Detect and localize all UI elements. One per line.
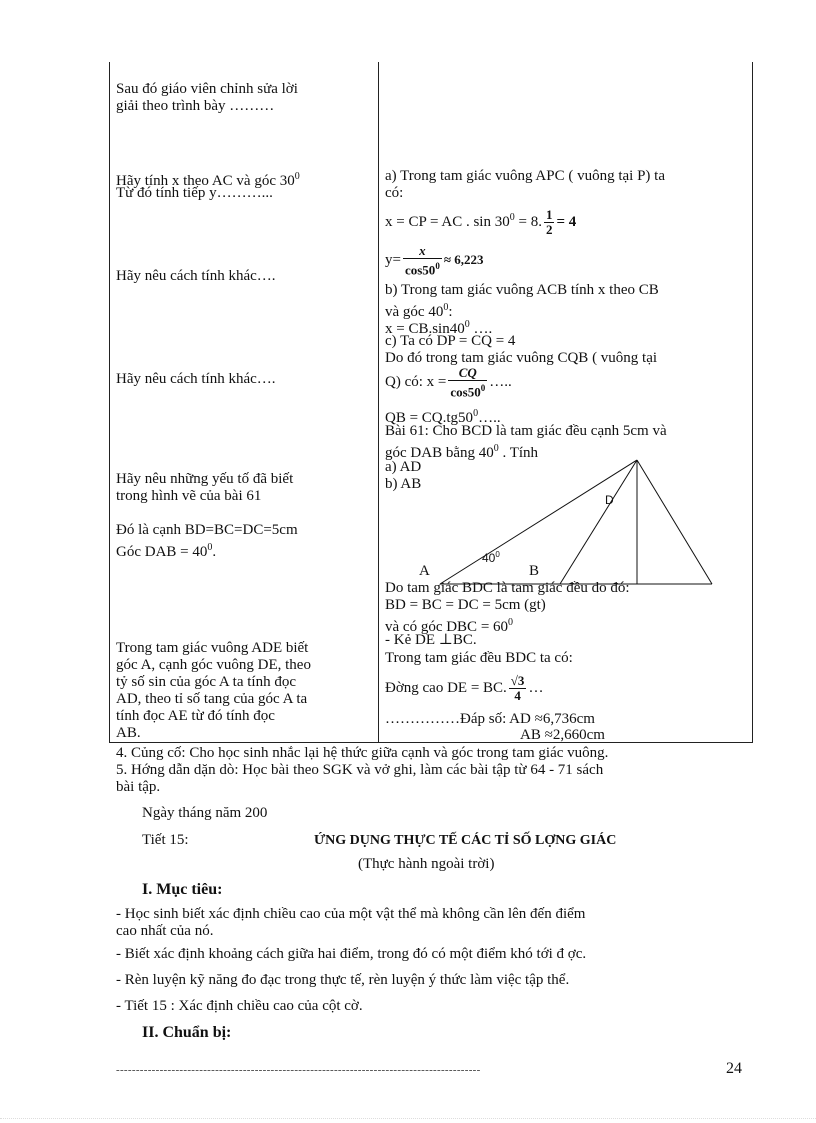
right-text: và có góc DBC = $60^0$	[385, 617, 514, 635]
body-text: bài tập.	[116, 779, 161, 795]
fraction: $\frac{1}{2}$	[545, 207, 553, 238]
body-text: 4. Củng cố: Cho học sinh nhắc lại hệ thức giữa cạnh và góc trong tam giác vuông.	[116, 745, 609, 761]
right-text: Trong tam giác đều BDC ta có:	[385, 650, 573, 666]
formula-cq: Q) có: x = $\frac{CQ}{\cos 50^0}$ …..	[385, 365, 512, 400]
left-text: trong hình vẽ của bài 61	[116, 488, 262, 504]
page-edge	[0, 1118, 816, 1119]
label-angle: $40^0$	[482, 550, 500, 565]
left-text: Hãy nêu cách tính khác….	[116, 268, 276, 284]
left-text: Hãy nêu cách tính khác….	[116, 371, 276, 387]
left-text: AB.	[116, 725, 141, 741]
date-line: Ngày tháng năm 200	[142, 805, 268, 821]
right-text: - Kẻ DE ⊥BC.	[385, 632, 477, 648]
left-text: Từ đó tính tiếp y………...	[116, 185, 273, 201]
left-text: Đó là cạnh BD=BC=DC=5cm	[116, 522, 298, 538]
body-text: - Tiết 15 : Xác định chiều cao của cột cờ.	[116, 998, 363, 1014]
right-text: $x = CB.\sin 40^0$ ….	[385, 319, 493, 337]
body-text: 5. Hớng dẫn dặn dò: Học bài theo SGK và vở ghi, làm các bài tập từ 64 - 71 sách	[116, 762, 604, 778]
segment-DC	[637, 460, 712, 584]
right-text: góc DAB bằng $40^0$ . Tính	[385, 443, 539, 461]
right-text: Do đó trong tam giác vuông CQB ( vuông tại	[385, 350, 658, 366]
formula-y: y= $\frac{x}{\cos 50^0}$ ≈ 6,223	[385, 243, 484, 278]
right-text: BD = BC = DC = 5cm (gt)	[385, 597, 546, 613]
right-text: a) AD	[385, 459, 422, 475]
left-text: Hãy nêu những yếu tố đã biết	[116, 471, 294, 487]
left-text: giải theo trình bày ………	[116, 98, 275, 114]
section-heading: II. Chuẩn bị:	[142, 1024, 232, 1041]
right-text: b) Trong tam giác vuông ACB tính x theo CB	[385, 282, 659, 298]
right-text: QB = $CQ.tg50^0\dots$..	[385, 408, 501, 426]
section-heading: I. Mục tiêu:	[142, 881, 223, 898]
left-text: tỷ số sin của góc A ta tính đọc	[116, 674, 296, 690]
fraction: $\frac{√3}{4}$	[510, 673, 525, 704]
segment-BD	[560, 460, 637, 584]
answer: AB ≈2,660cm	[520, 727, 605, 742]
left-text: Sau đó giáo viên chỉnh sửa lời	[116, 81, 298, 97]
left-text: tính đọc AE từ đó tính đọc	[116, 708, 275, 724]
fraction: $\frac{CQ}{\cos 50^0}$	[450, 365, 486, 400]
left-text: Trong tam giác vuông ADE biết	[116, 640, 309, 656]
lesson-title: ỨNG DỤNG THỰC TẾ CÁC TỈ SỐ LỢNG GIÁC	[314, 833, 617, 848]
lesson-number: Tiết 15:	[142, 832, 189, 848]
formula-de: Đờng cao DE = BC. $\frac{√3}{4}$ …	[385, 673, 544, 704]
right-text: b) AB	[385, 476, 422, 492]
right-text: và góc $40^0$:	[385, 302, 453, 320]
label-A: A	[419, 563, 430, 579]
label-B: B	[529, 563, 540, 579]
left-text: Góc DAB = $40^0$.	[116, 542, 217, 560]
right-text: c) Ta có DP = CQ = 4	[385, 333, 516, 349]
left-text: góc A, cạnh góc vuông DE, theo	[116, 657, 311, 673]
lesson-subtitle: (Thực hành ngoài trời)	[358, 856, 495, 872]
left-text: Hãy tính x theo AC và góc $30^0$	[116, 171, 300, 189]
page-number: 24	[726, 1060, 742, 1077]
right-text: có:	[385, 185, 404, 201]
body-text: - Biết xác định khoảng cách giữa hai điểm, trong đó có một điểm khó tới đ ợc.	[116, 946, 587, 962]
body-text: - Học sinh biết xác định chiều cao của một vật thể mà không cần lên đến điểm	[116, 906, 586, 922]
formula-x: x = CP = AC . $\sin 30^0 = 8$. $\frac{1}{2}$ = 4	[385, 207, 577, 238]
footer-rule: --------------------------------------------------------------------------------------------	[116, 1064, 481, 1076]
label-D: D	[605, 493, 614, 507]
answer: ……………Đáp số: AD ≈6,736cm	[385, 711, 595, 727]
body-text: cao nhất của nó.	[116, 923, 214, 939]
left-text: AD, theo tỉ số tang của góc A ta	[116, 691, 308, 707]
fraction: $\frac{x}{\cos 50^0}$	[404, 243, 440, 278]
right-text: a) Trong tam giác vuông APC ( vuông tại P) ta	[385, 168, 665, 184]
right-text: Bài 61: Cho BCD là tam giác đều cạnh 5cm và	[385, 423, 667, 439]
body-text: - Rèn luyện kỹ năng đo đạc trong thực tế, rèn luyện ý thức làm việc tập thể.	[116, 972, 570, 988]
right-text: Do tam giác BDC là tam giác đều do đó:	[385, 580, 630, 596]
